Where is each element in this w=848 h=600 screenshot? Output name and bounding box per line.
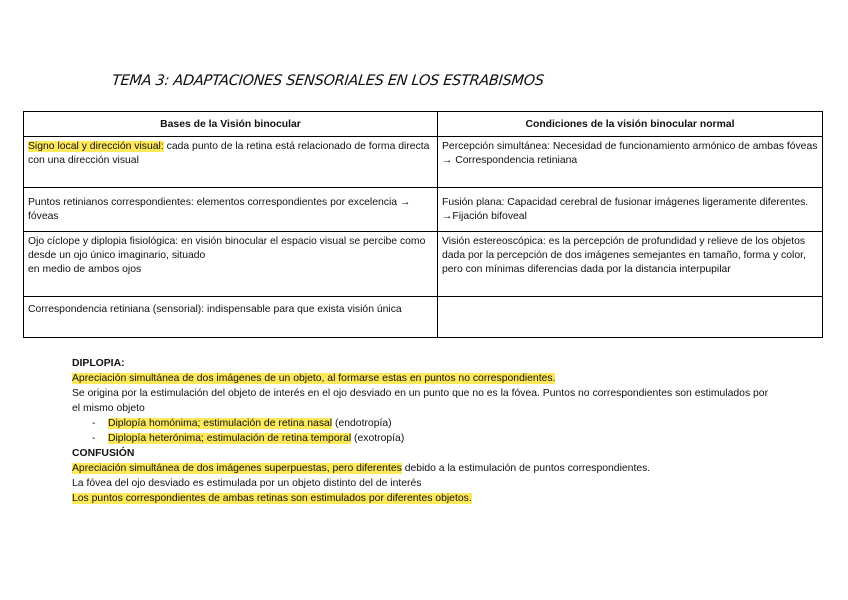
paragraph — [72, 371, 772, 386]
highlighted-text: Diplopía homónima; estimulación de retina nasal — [108, 418, 333, 429]
table-row — [24, 137, 823, 188]
table-row — [24, 297, 823, 338]
confusion-heading: CONFUSIÓN — [72, 448, 135, 459]
table-cell — [438, 297, 823, 338]
table-row — [24, 188, 823, 232]
cell-text: en medio de ambos ojos — [28, 264, 142, 275]
page-title: TEMA 3: ADAPTACIONES SENSORIALES EN LOS ESTRABISMOS — [111, 73, 545, 89]
paragraph: La fóvea del ojo desviado es estimulada por un objeto distinto del de interés — [72, 478, 422, 489]
paragraph — [72, 491, 772, 506]
list-item — [72, 431, 772, 446]
table-header-left: Bases de la Visión binocular — [24, 112, 438, 137]
binocular-vision-table — [23, 111, 823, 338]
cell-text: Ojo cíclope y diplopia fisiológica: en visión binocular el espacio visual se percibe como desde un ojo único imaginario, situado — [28, 236, 426, 261]
highlighted-text: Signo local y dirección visual: — [28, 141, 164, 152]
list-item-text: (exotropía) — [351, 433, 405, 444]
table-cell — [24, 137, 438, 188]
table-header-row — [24, 112, 823, 137]
highlighted-text: Apreciación simultánea de dos imágenes de un objeto, al formarse estas en puntos no correspondientes. — [72, 373, 556, 384]
paragraph — [72, 461, 772, 476]
paragraph: Se origina por la estimulación del objeto de interés en el ojo desviado en un punto que no es la fóvea. Puntos no correspondientes son estimulados por el mismo objeto — [72, 388, 769, 414]
table-cell: Percepción simultánea: Necesidad de funcionamiento armónico de ambas fóveas → Correspondencia retiniana — [438, 137, 823, 188]
table-cell: Correspondencia retiniana (sensorial): indispensable para que exista visión única — [24, 297, 438, 338]
table-cell: Visión estereoscópica: es la percepción de profundidad y relieve de los objetos dada por la percepción de dos imágenes semejantes en tamaño, forma y color, pero con mínimas diferencias dada por la distancia interpupilar — [438, 232, 823, 297]
table-cell: Puntos retinianos correspondientes: elementos correspondientes por excelencia → fóveas — [24, 188, 438, 232]
list-item — [72, 416, 772, 431]
table-cell — [24, 232, 438, 297]
highlighted-text: Los puntos correspondientes de ambas retinas son estimulados por diferentes objetos. — [72, 493, 472, 504]
paragraph-text: debido a la estimulación de puntos correspondientes. — [401, 463, 651, 474]
table-header-right: Condiciones de la visión binocular normal — [438, 112, 823, 137]
table-cell: Fusión plana: Capacidad cerebral de fusionar imágenes ligeramente diferentes. →Fijación bifoveal — [438, 188, 823, 232]
table-row — [24, 232, 823, 297]
list-item-text: (endotropía) — [332, 418, 392, 429]
diplopia-list — [72, 416, 772, 446]
highlighted-text: Diplopía heterónima; estimulación de retina temporal — [108, 433, 352, 444]
notes-section — [72, 356, 772, 506]
cell-text: cada punto de la retina está relacionado de forma directa con una dirección visual — [28, 141, 430, 166]
diplopia-heading: DIPLOPIA: — [72, 358, 125, 369]
highlighted-text: Apreciación simultánea de dos imágenes superpuestas, pero diferentes — [72, 463, 402, 474]
